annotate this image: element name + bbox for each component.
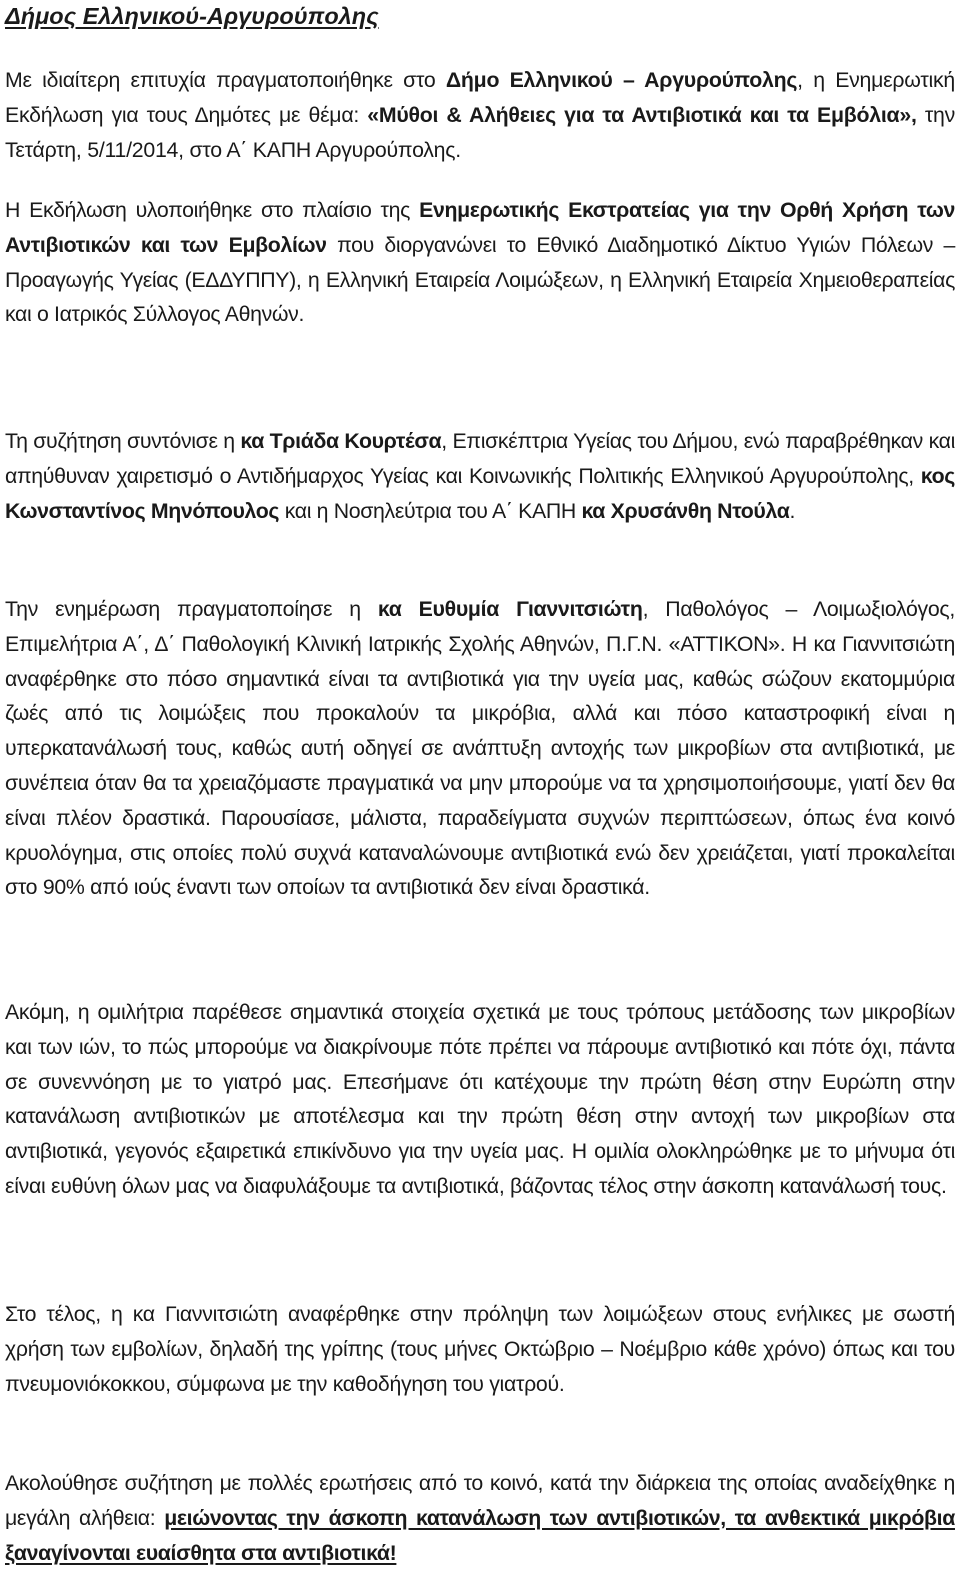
- document-title: Δήμος Ελληνικού-Αργυρούπολης: [5, 3, 379, 29]
- document-page: [5, 0, 956, 1565]
- intro-text-3: την Τετάρτη, 5/11/2014, στο Α΄ ΚΑΠΗ Αργυρούπολης.: [5, 102, 956, 162]
- vaccine-paragraph: [5, 1297, 955, 1401]
- campaign-name: Ενημερωτικής Εκστρατείας για την Ορθή Χρήση των Αντιβιοτικών και των Εμβολίων: [5, 198, 955, 257]
- campaign-text-1: Η Εκδήλωση υλοποιήθηκε στο πλαίσιο της: [5, 198, 420, 222]
- intro-text-2: , η Ενημερωτική Εκδήλωση για τους Δημότες με θέμα:: [5, 68, 955, 127]
- speaker-name: κα Ευθυμία Γιαννιτσιώτη: [377, 597, 643, 621]
- moderator-text-2: , Επισκέπτρια Υγείας του Δήμου, ενώ παραβρέθηκαν και απηύθυναν χαιρετισμό ο Αντιδήμαρχος Υγείας και Κοινωνικής Πολιτικής Ελληνικού Αργυρούπολης,: [5, 429, 955, 488]
- campaign-text-2: που διοργανώνει το Εθνικό Διαδημοτικό Δίκτυο Υγιών Πόλεων – Προαγωγής Υγείας (ΕΔΔΥΠΠΥ), η Ελληνική Εταιρεία Λοιμώξεων, η Ελληνική Εταιρεία Χημειοθεραπείας και ο Ιατρικός Σύλλογος Αθηνών.: [5, 232, 955, 327]
- moderator-paragraph: [5, 424, 955, 528]
- intro-text-1: Με ιδιαίτερη επιτυχία πραγματοποιήθηκε στο: [5, 68, 446, 92]
- moderator-text-1: Τη συζήτηση συντόνισε η: [5, 429, 241, 453]
- intro-paragraph: [5, 63, 955, 167]
- moderator-text-4: .: [789, 498, 796, 523]
- nurse-name: κα Χρυσάνθη Ντούλα: [581, 498, 790, 523]
- deputy-mayor-name: κος Κωνσταντίνος Μηνόπουλος: [5, 463, 955, 523]
- speaker-paragraph: [5, 592, 955, 905]
- advice-paragraph: [5, 995, 955, 1204]
- speaker-text-1: Την ενημέρωση πραγματοποίησε η: [5, 597, 378, 621]
- speaker-text-2: , Παθολόγος – Λοιμωξιολόγος, Επιμελήτρια Α΄, Δ΄ Παθολογική Κλινική Ιατρικής Σχολής Αθηνών, Π.Γ.Ν. «ΑΤΤΙΚΟΝ». Η κα Γιαννιτσιώτη αναφέρθηκε στο πόσο σημαντικά είναι τα αντιβιοτικά για την υγεία μας, καθώς σώζουν εκατομμύρια ζωές από τις λοιμώξεις που προκαλούν τα μικρόβια, αλλά και πόσο καταστροφική είναι η υπερκατανάλωσή τους, καθώς αυτή οδηγεί σε ανάπτυξη αντοχής των μικροβίων στα αντιβιοτικά, με συνέπεια όταν θα τα χρειαζόμαστε πραγματικά να μην μπορούμε να τα χρησιμοποιήσουμε, γιατί δεν θα είναι πλέον δραστικά. Παρουσίασε, μάλιστα, παραδείγματα συχνών περιπτώσεων, όπως ένα κοινό κρυολόγημα, στις οποίες πολύ συχνά καταναλώνουμε αντιβιοτικά ενώ δεν χρειάζεται, γιατί προκαλείται στο 90% από ιούς έναντι των οποίων τα αντιβιοτικά δεν είναι δραστικά.: [5, 597, 956, 900]
- campaign-paragraph: [5, 193, 955, 332]
- closing-text-1: Ακολούθησε συζήτηση με πολλές ερωτήσεις από το κοινό, κατά την διάρκεια της οποίας αναδείχθηκε η μεγάλη αλήθεια:: [5, 1471, 955, 1530]
- moderator-name: κα Τριάδα Κουρτέσα: [240, 429, 442, 453]
- closing-paragraph: [5, 1466, 955, 1570]
- vaccine-text: Στο τέλος, η κα Γιαννιτσιώτη αναφέρθηκε στην πρόληψη των λοιμώξεων στους ενήλικες με σωστή χρήση των εμβολίων, δηλαδή της γρίπης (τους μήνες Οκτώβριο – Νοέμβριο κάθε χρόνο) όπως και του πνευμονιόκοκκου, σύμφωνα με την καθοδήγηση του γιατρού.: [5, 1302, 955, 1396]
- moderator-text-3: και η Νοσηλεύτρια του Α΄ ΚΑΠΗ: [279, 498, 582, 523]
- intro-municipality-name: Δήμο Ελληνικού – Αργυρούπολης: [445, 68, 798, 92]
- intro-event-theme: «Μύθοι & Αλήθειες για τα Αντιβιοτικά και τα Εμβόλια»,: [367, 102, 917, 127]
- advice-text: Ακόμη, η ομιλήτρια παρέθεσε σημαντικά στοιχεία σχετικά με τους τρόπους μετάδοσης των μικροβίων και των ιών, το πώς μπορούμε να διακρίνουμε πότε πρέπει να πάρουμε αντιβιοτικό και πότε όχι, πάντα σε συνεννόηση με το γιατρό μας. Επεσήμανε ότι κατέχουμε την πρώτη θέση στην Ευρώπη στην κατανάλωση αντιβιοτικών με αποτέλεσμα και την πρώτη θέση στην αντοχή των μικροβίων στα αντιβιοτικά, γεγονός εξαιρετικά επικίνδυνο για την υγεία μας. Η ομιλία ολοκληρώθηκε με το μήνυμα ότι είναι ευθύνη όλων μας να διαφυλάξουμε τα αντιβιοτικά, βάζοντας τέλος στην άσκοπη κατανάλωσή τους.: [5, 1000, 955, 1198]
- closing-key-message: μειώνοντας την άσκοπη κατανάλωση των αντιβιοτικών, τα ανθεκτικά μικρόβια ξαναγίνονται ευαίσθητα στα αντιβιοτικά!: [5, 1505, 955, 1565]
